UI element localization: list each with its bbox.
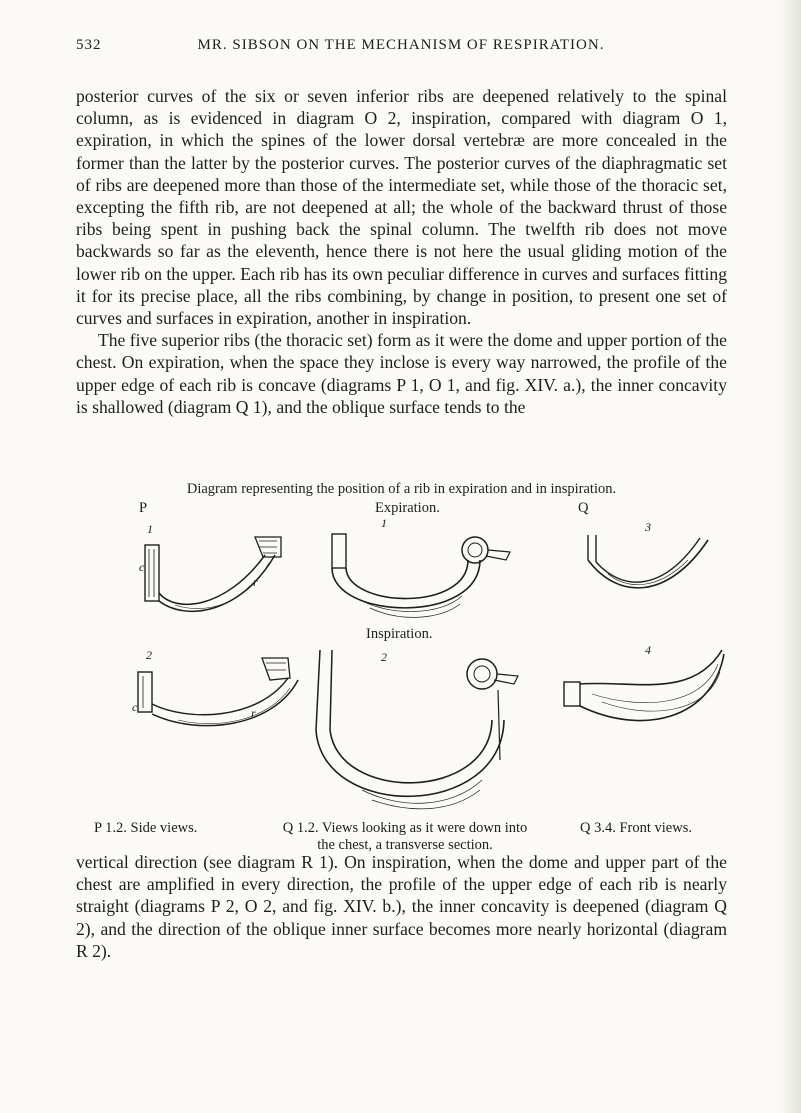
caption-transverse-views <box>250 820 560 854</box>
numeral-q3: 3 <box>645 520 651 534</box>
paragraph-1: posterior curves of the six or seven inferior ribs are deepened relatively to the spinal column, as is evidenced in diagram O 2, inspiration, compared with diagram O 1, expiration, in which the spines of the lower dorsal vertebræ are more concealed in the former than the latter by the posterior curves. The posterior curves of the diaphragmatic set of ribs are deepened more than those of the intermediate set, while those of the thoracic set, excepting the fifth rib, are not deepened at all; the whole of the backward thrust of those ribs being spent in pushing back the spinal column. The twelfth rib does not move backwards so far as the eleventh, hence there is not here the usual gliding motion of the lower rib on the upper. Each rib has its own peculiar difference in curves and surfaces fitting it for its precise place, all the ribs combining, by change in position, to present one set of curves and surfaces in expiration, another in inspiration. <box>76 86 727 329</box>
page-number: 532 <box>76 37 102 53</box>
numeral-q4: 4 <box>645 643 651 657</box>
letter-r-bottom: r <box>251 706 256 720</box>
body-text-bottom <box>76 851 727 962</box>
numeral-q2: 2 <box>381 650 387 664</box>
numeral-p1: 1 <box>147 522 153 536</box>
caption-front-views: Q 3.4. Front views. <box>580 820 692 836</box>
letter-r-top: r <box>253 575 258 589</box>
numeral-q1: 1 <box>381 516 387 530</box>
caption-transverse-line-2: the chest, a transverse section. <box>317 837 493 853</box>
paragraph-2: The five superior ribs (the thoracic set) form as it were the dome and upper portion of the chest. On expiration, when the space they inclose is every way narrowed, the profile of the upper edge of each rib is concave (diagrams P 1, O 1, and fig. XIV. a.), the inner concavity is shallowed (diagram Q 1), and the oblique surface tends to the <box>76 330 727 417</box>
caption-transverse-line-1: Q 1.2. Views looking as it were down into <box>282 820 528 836</box>
caption-side-views: P 1.2. Side views. <box>94 820 198 836</box>
page-header <box>76 37 726 61</box>
running-head: MR. SIBSON ON THE MECHANISM OF RESPIRATION. <box>197 37 605 53</box>
inspiration-label: Inspiration. <box>366 626 433 642</box>
rib-front-view-inspiration <box>562 650 727 740</box>
letter-c-top: c <box>139 560 145 574</box>
body-text-top <box>76 85 727 418</box>
rib-transverse-view-expiration <box>330 520 520 630</box>
figure-title: Diagram representing the position of a rib in expiration and in inspiration. <box>186 481 617 497</box>
page-edge-shadow <box>779 0 801 1113</box>
rib-transverse-view-inspiration <box>312 650 522 820</box>
letter-c-bottom: c <box>132 700 138 714</box>
rib-front-view-expiration <box>578 530 718 610</box>
figure-label-q: Q <box>578 500 589 516</box>
expiration-label: Expiration. <box>375 500 440 516</box>
figure-label-p: P <box>139 500 148 516</box>
paragraph-3: vertical direction (see diagram R 1). On inspiration, when the dome and upper part of the chest are amplified in every direction, the profile of the upper edge of each rib is nearly straight (diagrams P 2, O 2, and fig. XIV. b.), the inner concavity is deepened (diagram Q 2), and the direction of the oblique inner surface becomes more nearly horizontal (diagram R 2). <box>76 852 727 961</box>
rib-side-view-inspiration <box>138 658 303 748</box>
rib-side-view-expiration <box>145 535 295 625</box>
numeral-p2: 2 <box>146 648 152 662</box>
